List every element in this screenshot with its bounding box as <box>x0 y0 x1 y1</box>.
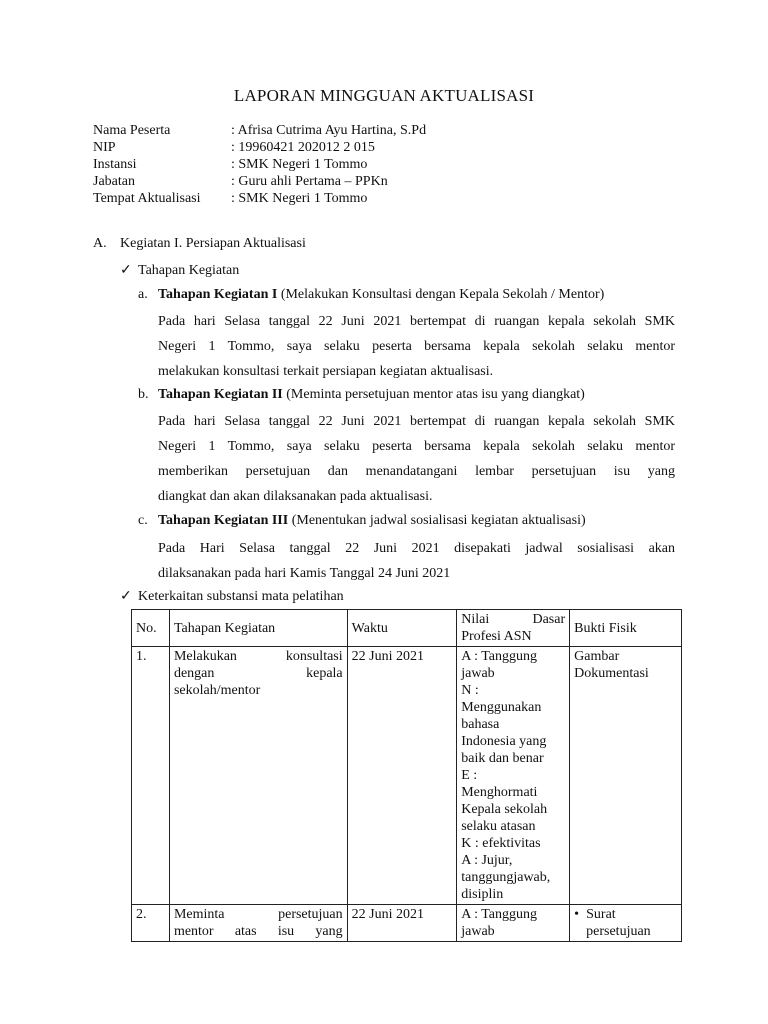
cell-nilai <box>457 647 570 905</box>
stage-letter: a. <box>138 287 148 302</box>
cell-line: Menghormati <box>461 785 538 800</box>
stage-description: (Meminta persetujuan mentor atas isu yang diangkat) <box>282 387 585 402</box>
stage-bold-title: Tahapan Kegiatan I <box>158 287 278 302</box>
info-row-nip <box>93 139 426 156</box>
header-nilai-line: Nilai Dasar <box>461 612 566 627</box>
paragraph-line: diangkat dan akan dilaksanakan pada aktualisasi. <box>158 489 433 504</box>
paragraph-line: Pada hari Selasa tanggal 22 Juni 2021 bertempat di ruangan kepala sekolah SMK <box>158 414 675 429</box>
cell-line: dengan kepala <box>173 666 343 681</box>
cell-line: A : Jujur, <box>461 853 513 868</box>
checklist-text: Tahapan Kegiatan <box>138 263 240 278</box>
table-row <box>132 647 682 905</box>
paragraph-line: Pada Hari Selasa tanggal 22 Juni 2021 disepakati jadwal sosialisasi akan <box>158 541 675 556</box>
header-waktu: Waktu <box>347 610 457 647</box>
paragraph-line: Negeri 1 Tommo, saya selaku peserta bersama kepala sekolah selaku mentor <box>158 339 675 354</box>
cell-line: baik dan benar <box>461 751 544 766</box>
report-title: LAPORAN MINGGUAN AKTUALISASI <box>233 86 535 105</box>
paragraph-line: dilaksanakan pada hari Kamis Tanggal 24 Juni 2021 <box>158 566 451 581</box>
cell-no: 1. <box>132 647 170 905</box>
stage-a-paragraph <box>158 309 675 384</box>
info-row-tempat <box>93 190 426 207</box>
cell-line: Menggunakan <box>461 700 542 715</box>
header-no: No. <box>132 610 170 647</box>
info-value: : Afrisa Cutrima Ayu Hartina, S.Pd <box>231 123 427 138</box>
stage-description: (Menentukan jadwal sosialisasi kegiatan aktualisasi) <box>288 513 586 528</box>
bullet-text <box>586 906 651 940</box>
stage-bold-title: Tahapan Kegiatan II <box>158 387 283 402</box>
cell-line: K : efektivitas <box>461 836 541 851</box>
section-a-heading <box>93 236 306 252</box>
info-value: : SMK Negeri 1 Tommo <box>231 191 368 206</box>
substance-table <box>131 609 682 942</box>
cell-no: 2. <box>132 905 170 942</box>
stage-a-heading <box>138 287 676 303</box>
cell-line: Kepala sekolah <box>461 802 548 817</box>
info-row-name <box>93 122 426 139</box>
cell-line: mentor atas isu yang <box>173 924 343 939</box>
cell-line: N : <box>461 683 479 698</box>
cell-line: sekolah/mentor <box>173 683 261 698</box>
info-value: : 19960421 202012 2 015 <box>231 140 375 155</box>
cell-tahapan <box>169 647 347 905</box>
info-value: : Guru ahli Pertama – PPKn <box>231 174 388 189</box>
checkmark-icon: ✓ <box>120 589 132 604</box>
header-bukti: Bukti Fisik <box>570 610 682 647</box>
header-tahapan: Tahapan Kegiatan <box>169 610 347 647</box>
info-label: Nama Peserta <box>93 123 171 138</box>
cell-line: persetujuan <box>586 924 651 939</box>
cell-line: Dokumentasi <box>574 666 649 681</box>
cell-line: A : Tanggung <box>461 649 537 664</box>
cell-line: Surat <box>586 907 616 922</box>
cell-nilai <box>457 905 570 942</box>
cell-line: Gambar <box>574 649 620 664</box>
bullet-dot-icon: • <box>574 907 580 922</box>
cell-line: jawab <box>461 924 495 939</box>
paragraph-line: memberikan persetujuan dan menandatangani lembar persetujuan isu yang <box>158 464 675 479</box>
paragraph-line: Pada hari Selasa tanggal 22 Juni 2021 bertempat di ruangan kepala sekolah SMK <box>158 314 675 329</box>
cell-bukti <box>570 647 682 905</box>
info-label: Jabatan <box>93 174 135 189</box>
checklist-text: Keterkaitan substansi mata pelatihan <box>138 589 344 604</box>
table-header-row <box>132 610 682 647</box>
info-label: Tempat Aktualisasi <box>93 191 201 206</box>
info-value: : SMK Negeri 1 Tommo <box>231 157 368 172</box>
section-letter: A. <box>93 236 107 251</box>
cell-line: jawab <box>461 666 495 681</box>
stage-c-paragraph <box>158 536 675 586</box>
info-label: NIP <box>93 140 116 155</box>
checklist-item-keterkaitan <box>120 588 344 605</box>
info-row-jabatan <box>93 173 426 190</box>
cell-bukti <box>570 905 682 942</box>
cell-line: Indonesia yang <box>461 734 547 749</box>
participant-info <box>93 122 426 207</box>
section-title: Kegiatan I. Persiapan Aktualisasi <box>120 236 306 251</box>
cell-line: Melakukan konsultasi <box>173 649 343 664</box>
header-nilai <box>457 610 570 647</box>
stage-b-heading <box>138 387 676 403</box>
info-label: Instansi <box>93 157 137 172</box>
cell-waktu: 22 Juni 2021 <box>347 905 457 942</box>
paragraph-line: Negeri 1 Tommo, saya selaku peserta bersama kepala sekolah selaku mentor <box>158 439 675 454</box>
table-row <box>132 905 682 942</box>
stage-letter: b. <box>138 387 149 402</box>
cell-line: A : Tanggung <box>461 907 537 922</box>
cell-tahapan <box>169 905 347 942</box>
cell-line: bahasa <box>461 717 500 732</box>
stage-description: (Melakukan Konsultasi dengan Kepala Sekolah / Mentor) <box>277 287 605 302</box>
cell-line: Meminta persetujuan <box>173 907 343 922</box>
stage-letter: c. <box>138 513 148 528</box>
stage-bold-title: Tahapan Kegiatan III <box>158 513 289 528</box>
paragraph-line: melakukan konsultasi terkait persiapan kegiatan aktualisasi. <box>158 364 494 379</box>
cell-waktu: 22 Juni 2021 <box>347 647 457 905</box>
cell-line: E : <box>461 768 478 783</box>
bullet-item <box>574 906 677 940</box>
info-row-instansi <box>93 156 426 173</box>
checklist-item-tahapan <box>120 262 239 279</box>
cell-line: tanggungjawab, <box>461 870 551 885</box>
stage-c-heading <box>138 513 676 529</box>
stage-b-paragraph <box>158 409 675 509</box>
checkmark-icon: ✓ <box>120 263 132 278</box>
cell-line: disiplin <box>461 887 504 902</box>
cell-line: selaku atasan <box>461 819 536 834</box>
header-nilai-line: Profesi ASN <box>461 629 532 644</box>
